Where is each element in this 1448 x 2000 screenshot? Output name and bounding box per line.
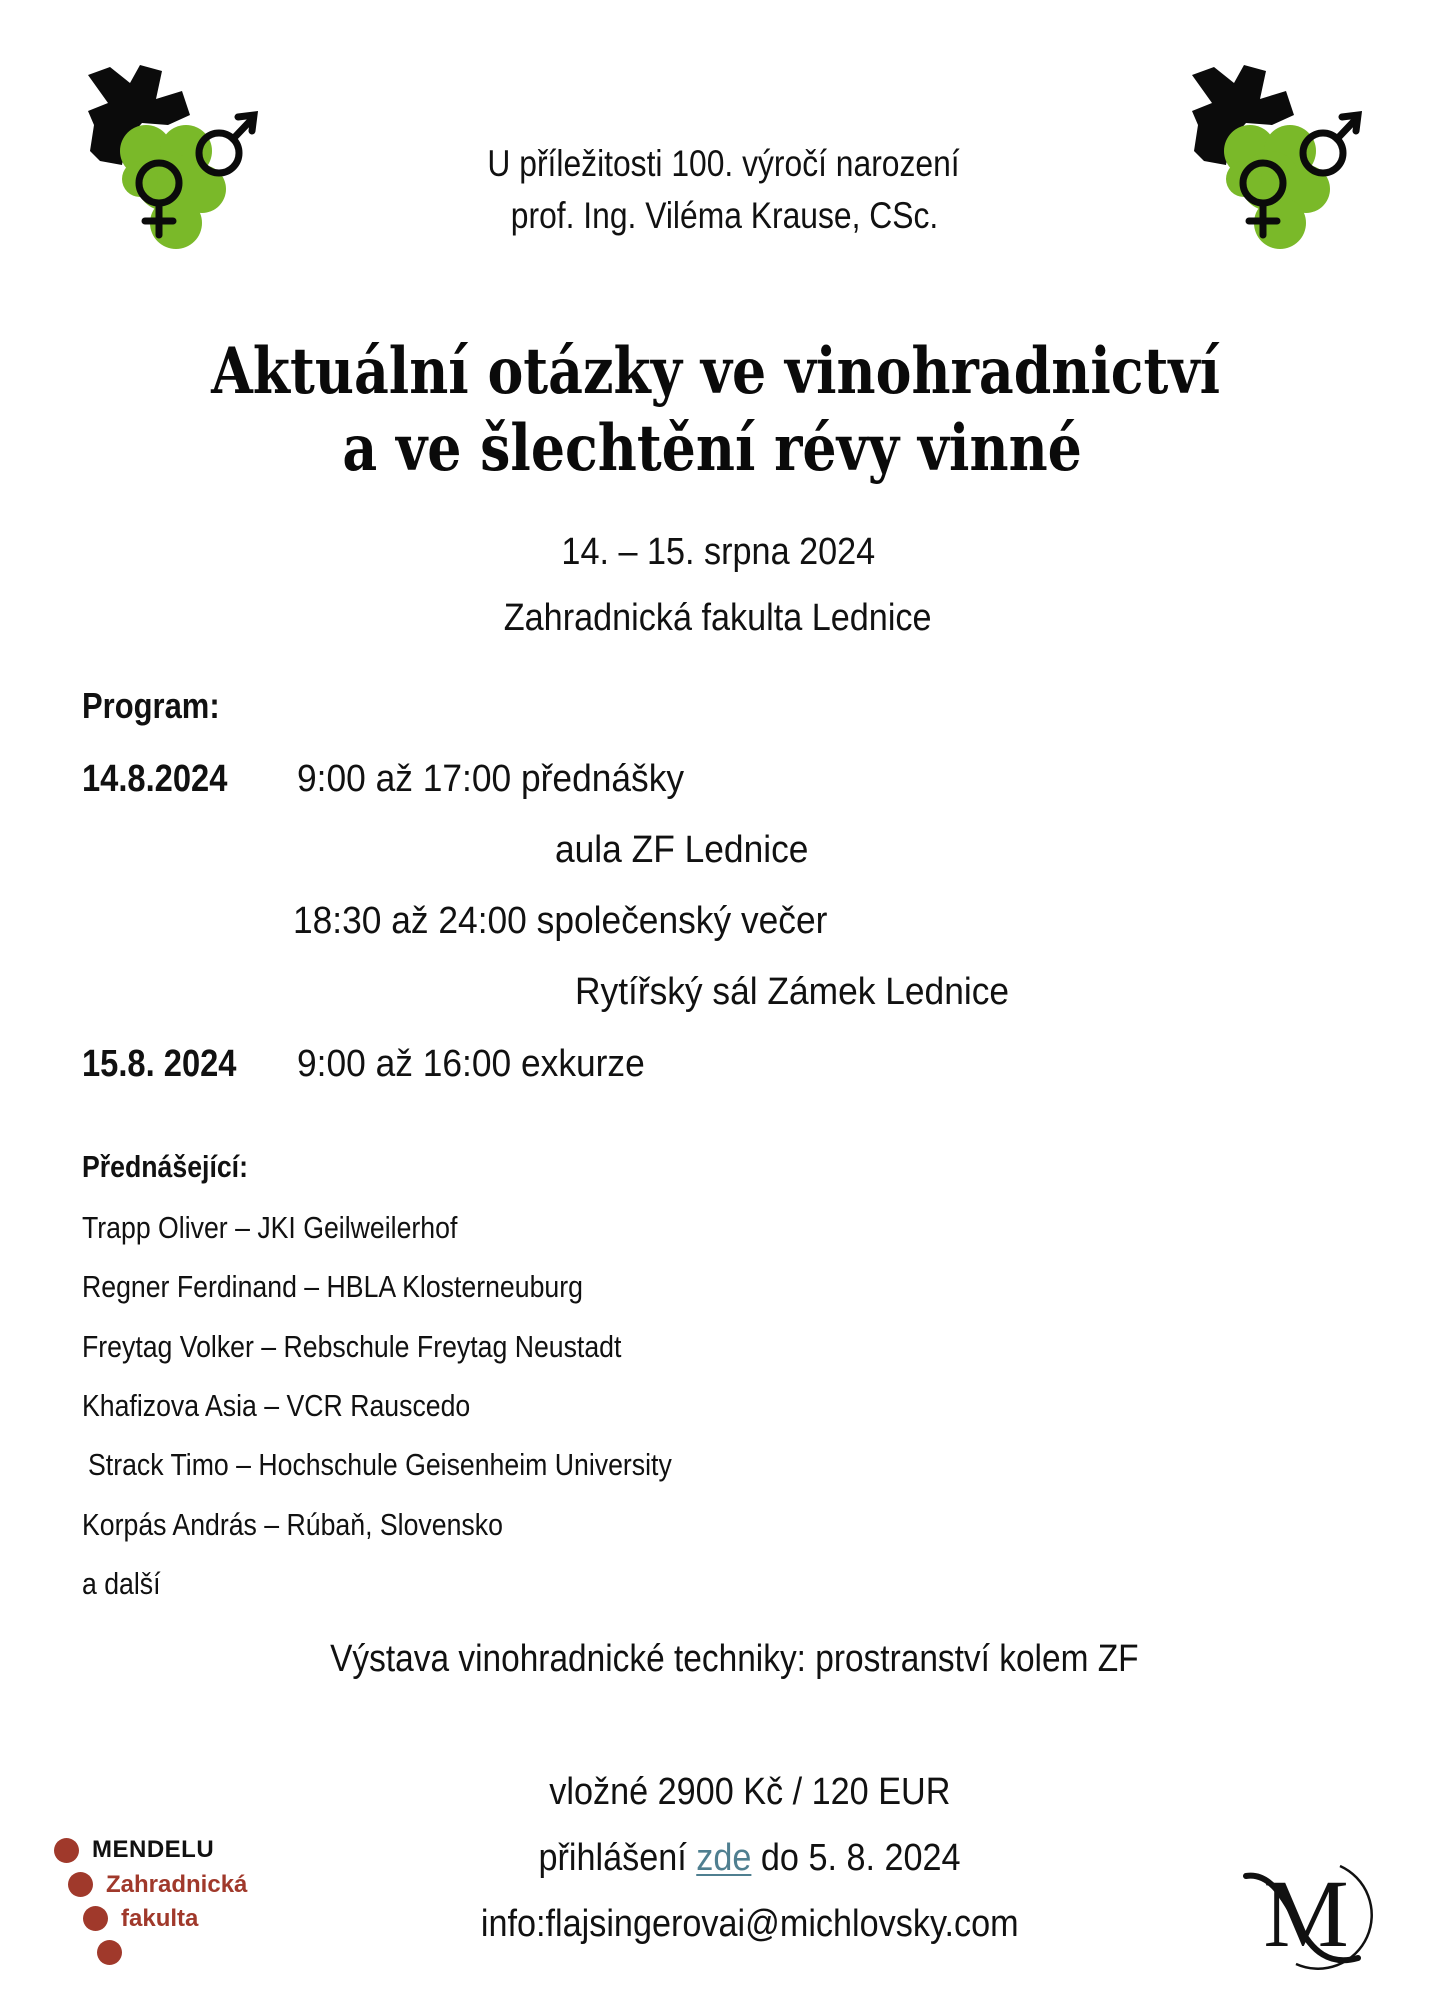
program-item-text: 18:30 až 24:00 společenský večer (293, 900, 828, 942)
program-row-text (297, 1045, 671, 1083)
speaker-item (82, 1271, 664, 1302)
event-venue (0, 599, 1442, 637)
speaker-text: Freytag Volker – Rebschule Freytag Neustadt (82, 1329, 622, 1364)
program-location-text: Rytířský sál Zámek Lednice (575, 971, 1010, 1013)
registration-deadline: do 5. 8. 2024 (761, 1837, 962, 1879)
logo-dot (54, 1838, 79, 1863)
occasion-line-1 (0, 145, 1448, 182)
event-dates (0, 533, 1442, 571)
speaker-item (82, 1331, 709, 1362)
michlovsky-letter: M (1263, 1860, 1349, 1967)
speaker-text: Korpás András – Rúbaň, Slovensko (82, 1507, 503, 1542)
email-text: info:flajsingerovai@michlovsky.com (481, 1903, 1019, 1945)
logo-dot (97, 1940, 122, 1965)
mendelu-faculty-line-2: fakulta (121, 1905, 199, 1932)
logo-dot (68, 1872, 93, 1897)
program-item-text: 9:00 až 17:00 přednášky (297, 758, 685, 800)
speaker-item (82, 1568, 173, 1599)
speaker-item (82, 1390, 533, 1421)
program-heading (82, 685, 242, 726)
program-date-text: 15.8. 2024 (82, 1043, 237, 1085)
speaker-text: Strack Timo – Hochschule Geisenheim University (88, 1447, 672, 1482)
program-row-date (82, 1045, 262, 1083)
program-row-text (297, 760, 713, 798)
occasion-text: U příležitosti 100. výročí narození (487, 143, 961, 184)
speaker-text: Khafizova Asia – VCR Rauscedo (82, 1388, 471, 1423)
honoree-text: prof. Ing. Viléma Krause, CSc. (510, 195, 938, 236)
program-row-date (82, 760, 251, 798)
speaker-text: Trapp Oliver – JKI Geilweilerhof (82, 1210, 458, 1245)
registration-link[interactable]: zde (696, 1837, 752, 1879)
program-date-text: 14.8.2024 (82, 758, 228, 800)
speaker-text: Regner Ferdinand – HBLA Klosterneuburg (82, 1269, 583, 1304)
fee-text: vložné 2900 Kč / 120 EUR (549, 1771, 951, 1813)
michlovsky-m-logo-icon (1240, 1858, 1400, 1973)
page-title-line-1 (0, 334, 1440, 409)
speakers-heading-text: Přednášející: (82, 1149, 248, 1184)
event-venue-text: Zahradnická fakulta Lednice (504, 597, 932, 639)
page-title-line-2 (0, 411, 1436, 486)
mendelu-logo (40, 1826, 300, 1976)
program-row-text (293, 902, 868, 940)
occasion-line-2 (0, 197, 1448, 234)
speaker-item (82, 1212, 518, 1243)
speaker-text: a další (82, 1566, 161, 1601)
title-text: Aktuální otázky ve vinohradnictví (211, 334, 1221, 409)
mendelu-faculty-line-1: Zahradnická (106, 1871, 248, 1898)
speaker-item (82, 1509, 571, 1540)
title-text: a ve šlechtění révy vinné (342, 411, 1082, 486)
exhibition-note (10, 1640, 1448, 1678)
registration-text (539, 1839, 961, 1877)
logo-dot (83, 1906, 108, 1931)
registration-fee (26, 1773, 1448, 1811)
program-heading-text: Program: (82, 685, 220, 726)
event-dates-text: 14. – 15. srpna 2024 (561, 531, 875, 573)
program-row-text (555, 831, 828, 869)
speaker-item (88, 1449, 767, 1480)
exhibition-text: Výstava vinohradnické techniky: prostranství kolem ZF (329, 1638, 1139, 1680)
program-item-text: 9:00 až 16:00 exkurze (297, 1043, 645, 1085)
speakers-heading (82, 1151, 275, 1182)
program-row-text (575, 973, 1042, 1011)
registration-prefix: přihlášení (538, 1837, 688, 1879)
program-location-text: aula ZF Lednice (555, 829, 809, 871)
mendelu-brand: MENDELU (92, 1836, 215, 1863)
